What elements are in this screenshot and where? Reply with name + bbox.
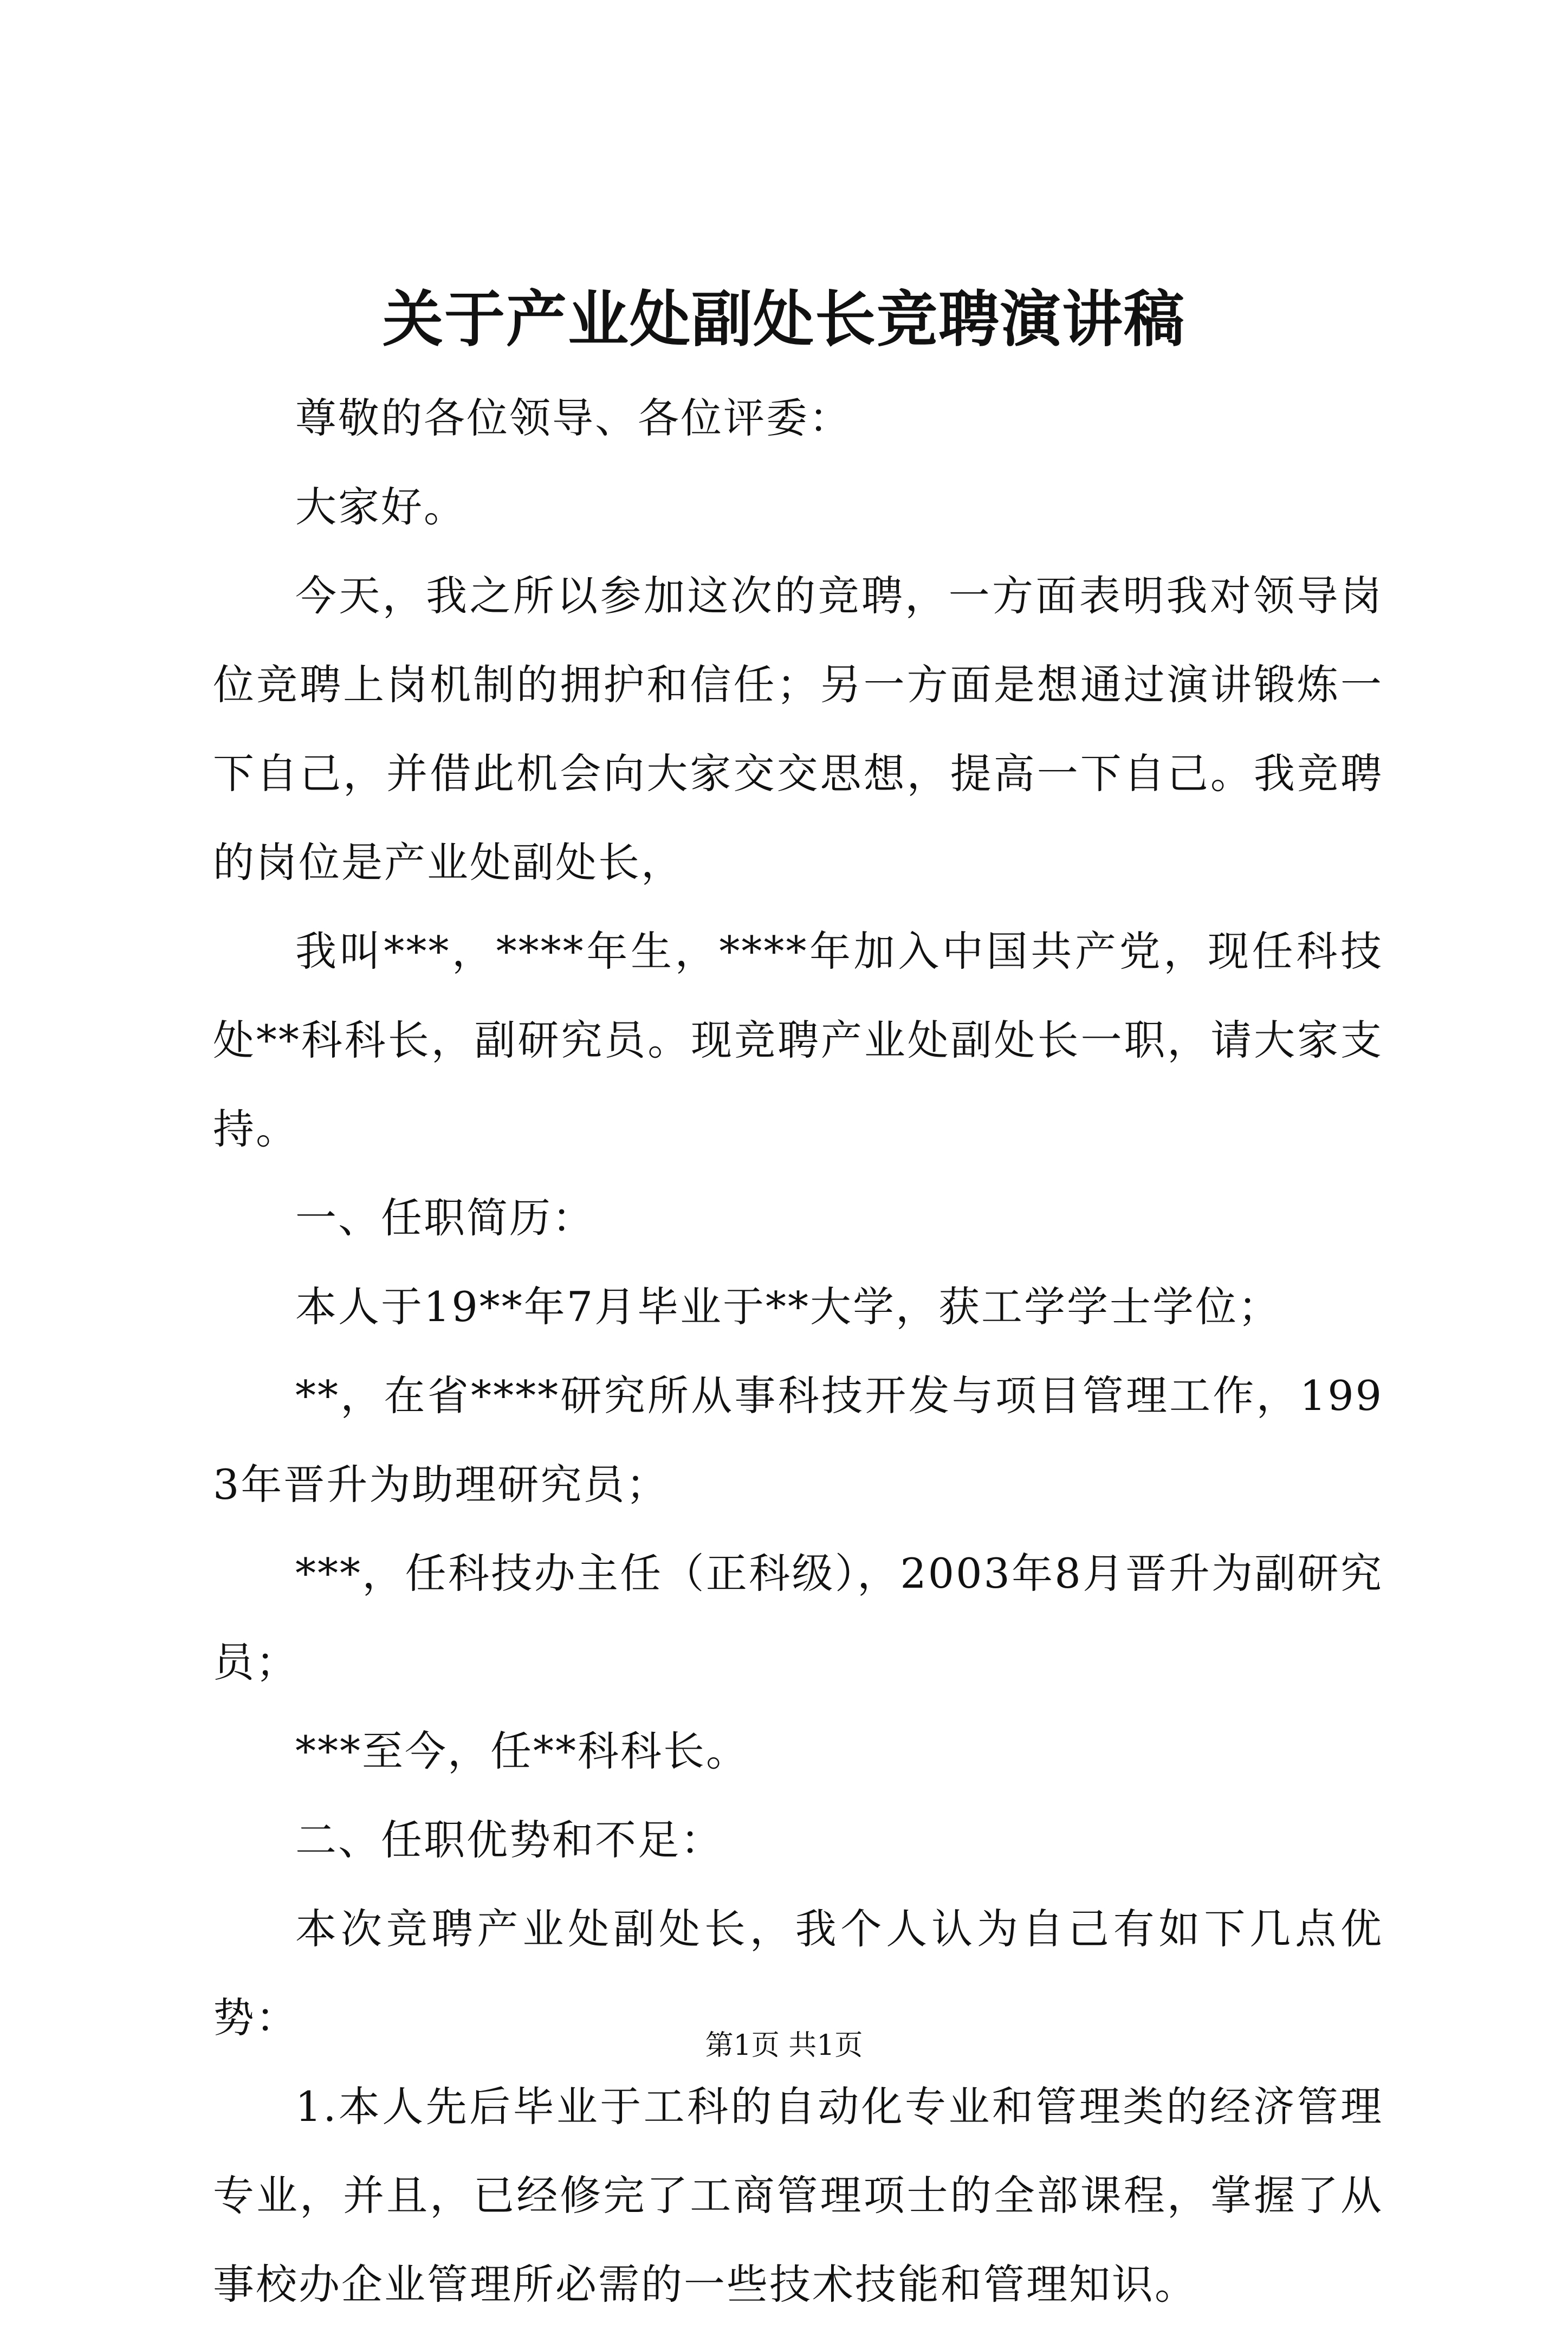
paragraph: 本次竞聘产业处副处长，我个人认为自己有如下几点优势：	[213, 1905, 1383, 2042]
paragraph: 尊敬的各位领导、各位评委：	[295, 394, 852, 442]
page-footer: 第1页 共1页	[705, 2029, 863, 2062]
paragraph: ***至今，任**科科长。	[295, 1727, 749, 1775]
paragraph: 大家好。	[295, 483, 466, 531]
paragraph: 今天，我之所以参加这次的竞聘，一方面表明我对领导岗位竞聘上岗机制的拥护和信任；另一方面是想通过演讲锻炼一下自己，并借此机会向大家交交思想，提高一下自己。我竞聘的岗位是产业处副处长，	[213, 572, 1383, 887]
section-heading: 一、任职简历：	[295, 1194, 595, 1242]
paragraph: 本人于19**年7月毕业于**大学，获工学学士学位；	[295, 1283, 1281, 1331]
paragraph: 1.本人先后毕业于工科的自动化专业和管理类的经济管理专业，并且，已经修完了工商管理项士的全部课程，掌握了从事校办企业管理所必需的一些技术技能和管理知识。	[213, 2082, 1383, 2308]
document-title: 关于产业处副处长竞聘演讲稿	[383, 284, 1185, 355]
paragraph: **，在省****研究所从事科技开发与项目管理工作，1993年晋升为助理研究员；	[213, 1371, 1383, 1509]
paragraph: ***，任科技办主任（正科级），2003年8月晋升为副研究员；	[213, 1549, 1383, 1686]
paragraph: 我叫***，****年生，****年加入中国共产党，现任科技处**科科长，副研究员。现竞聘产业处副处长一职，请大家支持。	[213, 927, 1383, 1153]
section-heading: 二、任职优势和不足：	[295, 1816, 723, 1864]
